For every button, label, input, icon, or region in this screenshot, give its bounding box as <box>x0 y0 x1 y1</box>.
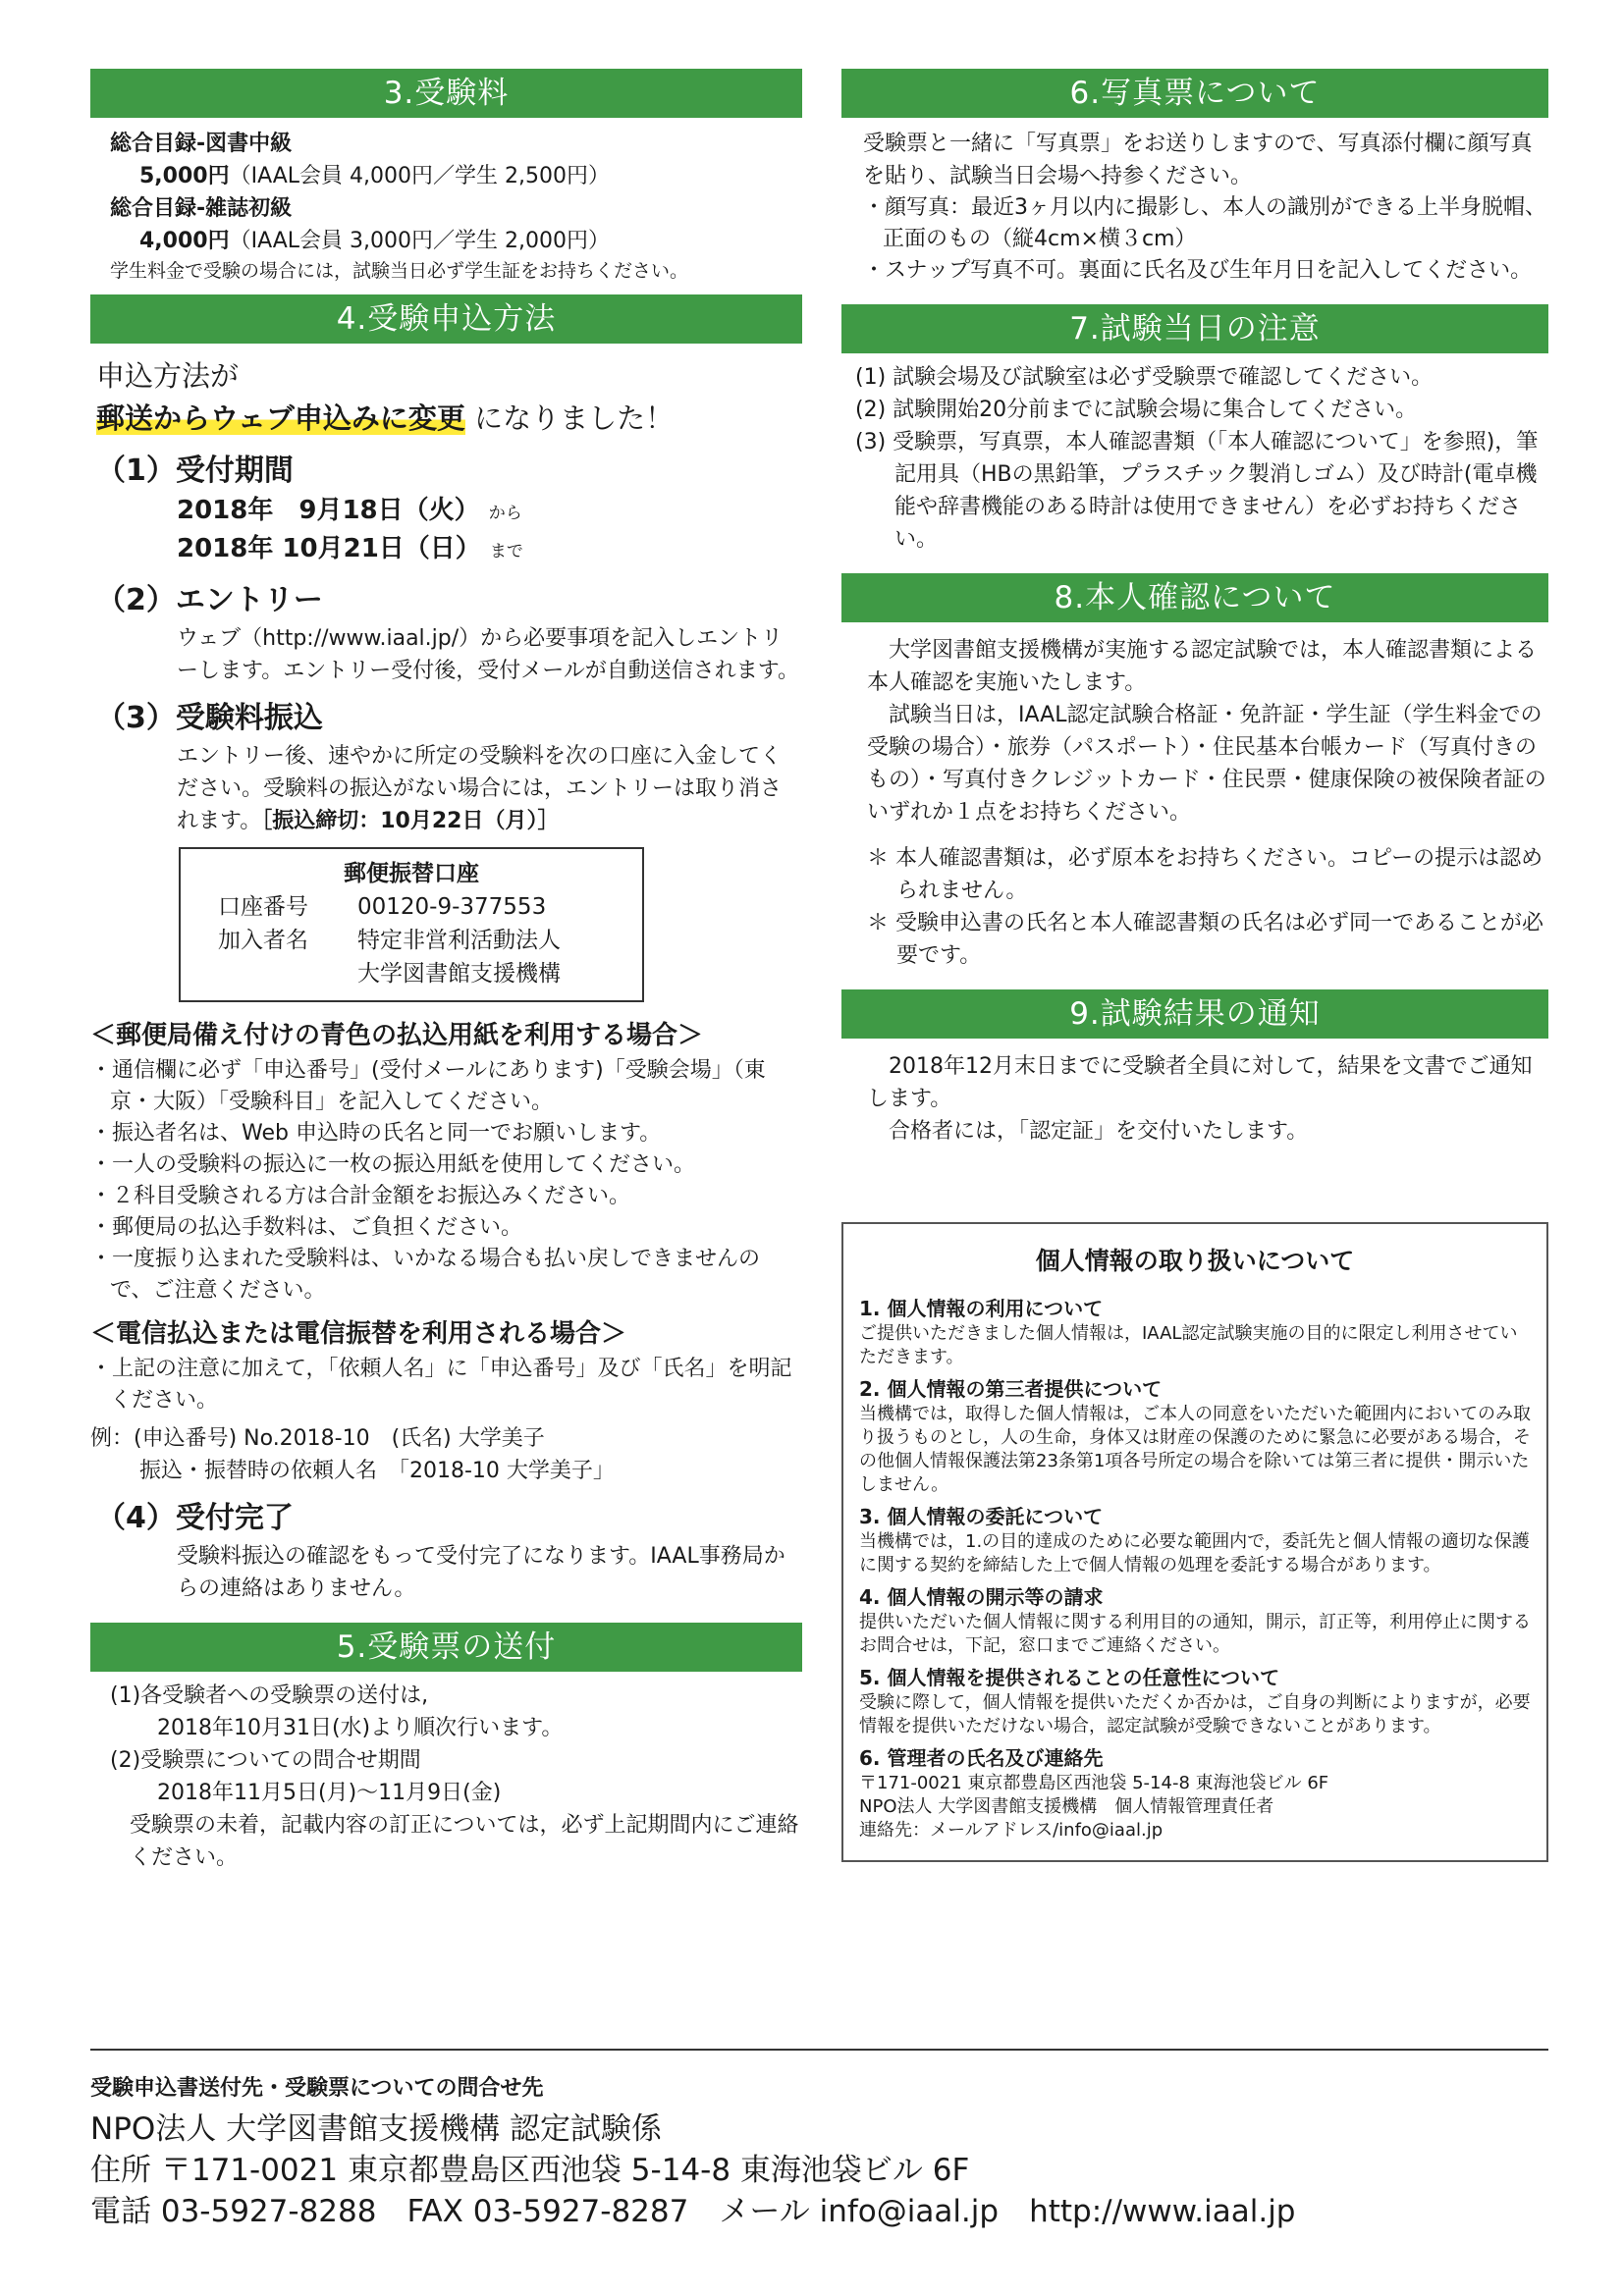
ticket-line1: (1)各受験者への受験票の送付は, <box>110 1683 429 1708</box>
fee-transfer-body: エントリー後、速やかに所定の受験料を次の口座に入金してください。受験料の振込がない場合には，エントリーは取り消されます。 <box>177 744 783 833</box>
privacy-h6: 6. 管理者の氏名及び連絡先 <box>859 1746 1104 1770</box>
identity-note-1: ＊ 本人確認書類は，必ず原本をお持ちください。コピーの提示は認められません。 <box>867 846 1543 903</box>
blue-form-item: ・一度振り込まれた受験料は、いかなる場合も払い戻しできませんので、ご注意ください。 <box>90 1247 761 1303</box>
privacy-t4: 提供いただいた個人情報に関する利用目的の通知，開示，訂正等，利用停止に関するお問合せは，下記，窓口までご連絡ください。 <box>859 1612 1531 1656</box>
identity-section <box>841 634 1548 972</box>
privacy-title: 個人情報の取り扱いについて <box>1035 1247 1355 1275</box>
privacy-h3: 3. 個人情報の委託について <box>859 1505 1104 1528</box>
period-end <box>177 531 802 569</box>
period-start-date: 2018年 9月18日（火） <box>177 496 480 525</box>
period-end-suffix: まで <box>489 542 523 561</box>
privacy-t3: 当機構では，1.の目的達成のために必要な範囲内で，委託先と個人情報の適切な保護に関する契約を締結した上で個人情報の処理を委託する場合があります。 <box>859 1531 1530 1575</box>
reception-complete-heading: （4）受付完了 <box>96 1501 294 1535</box>
blue-form-item: ・２科目受験される方は合計金額をお振込みください。 <box>90 1184 631 1208</box>
period-end-date: 2018年 10月21日（日） <box>177 534 481 563</box>
fee-item1-name: 総合目録-図書中級 <box>110 132 293 156</box>
postal-account-box <box>179 847 644 1002</box>
exam-fee-section <box>90 128 802 285</box>
exam-day-note-3: (3) 受験票，写真票，本人確認書類（「本人確認について」を参照)，筆記用具（HBの黒鉛筆，プラスチック製消しゴム）及び時計(電卓機能や辞書機能のある時計は使用できません）を必ずお持ちください。 <box>855 430 1539 552</box>
ticket-line5: 受験票の未着，記載内容の訂正については，必ず上記期間内にご連絡ください。 <box>130 1813 799 1870</box>
postal-account-holder-label: 加入者名 <box>218 928 308 953</box>
footer-contact <box>90 2069 1548 2232</box>
result-p1: 2018年12月末日までに受験者全員に対して，結果を文書でご通知します。 <box>867 1054 1533 1111</box>
ticket-line4: 2018年11月5日(月)～11月9日(金) <box>157 1781 502 1805</box>
blue-form-item: ・一人の受験料の振込に一枚の振込用紙を使用してください。 <box>90 1152 696 1177</box>
fee-item2-price: 4,000円 <box>139 229 230 253</box>
period-start-suffix: から <box>488 504 522 523</box>
footer-heading: 受験申込書送付先・受験票についての問合せ先 <box>90 2076 544 2101</box>
postal-account-number-row <box>181 890 642 924</box>
postal-account-title: 郵便振替口座 <box>344 861 479 886</box>
footer-org: NPO法人 大学図書館支援機構 認定試験係 <box>90 2111 662 2147</box>
fee-item2-note: （IAAL会員 3,000円／学生 2,000円） <box>229 229 611 253</box>
section-3-header: 3.受験料 <box>90 69 802 118</box>
footer-address: 住所 〒171-0021 東京都豊島区西池袋 5-14-8 東海池袋ビル 6F <box>90 2153 970 2188</box>
result-notice-section <box>841 1050 1548 1148</box>
exam-day-notes-section <box>841 361 1548 556</box>
privacy-contact-address: 〒171-0021 東京都豊島区西池袋 5-14-8 東海池袋ビル 6F <box>859 1773 1329 1793</box>
privacy-contact-org: NPO法人 大学図書館支援機構 個人情報管理責任者 <box>859 1796 1274 1817</box>
reception-period-heading: （1）受付期間 <box>96 454 294 488</box>
result-p2: 合格者には，「認定証」を交付いたします。 <box>889 1119 1309 1144</box>
exam-day-note-2: (2) 試験開始20分前までに試験会場に集合してください。 <box>855 398 1418 422</box>
fee-item2-name: 総合目録-雑誌初級 <box>110 196 293 221</box>
section-8-header: 8.本人確認について <box>841 573 1548 622</box>
section-6-header: 6.写真票について <box>841 69 1548 118</box>
fee-deadline: ［振込締切：10月22日（月）］ <box>261 809 560 833</box>
privacy-h4: 4. 個人情報の開示等の請求 <box>859 1585 1104 1609</box>
privacy-t2: 当機構では，取得した個人情報は，ご本人の同意をいただいた範囲内においてのみ取り扱うものとし，人の生命，身体又は財産の保護のために緊急に必要がある場合，その他個人情報保護法第23条第1項各号所定の場合を除いては第三者に提供・開示いたしません。 <box>859 1404 1531 1495</box>
postal-account-holder-2: 大学図書館支援機構 <box>357 961 561 987</box>
identity-p1: 大学図書館支援機構が実施する認定試験では，本人確認書類による本人確認を実施いたします。 <box>867 638 1538 695</box>
postal-account-holder-1: 特定非営利活動法人 <box>357 928 561 953</box>
telegraph-heading: ＜電信払込または電信振替を利用される場合＞ <box>90 1319 627 1349</box>
example-line1: 例：(申込番号) No.2018-10 (氏名) 大学美子 <box>90 1426 545 1451</box>
student-fee-note: 学生料金で受験の場合には，試験当日必ず学生証をお持ちください。 <box>110 260 689 282</box>
method-change-highlight: 郵送からウェブ申込みに変更 <box>96 401 465 435</box>
blue-form-item: ・郵便局の払込手数料は、ご負担ください。 <box>90 1215 523 1240</box>
admission-ticket-section <box>90 1680 802 1874</box>
fee-item1-price: 5,000円 <box>139 164 230 188</box>
fee-transfer-text <box>177 740 802 837</box>
identity-p2: 試験当日は，IAAL認定試験合格証・免許証・学生証（学生料金での受験の場合）・旅券（パスポート）・住民基本台帳カード（写真付きのもの）・写真付きクレジットカード・住民票・健康保険の被保険者証のいずれか１点をお持ちください。 <box>867 703 1546 825</box>
ticket-line3: (2)受験票についての問合せ期間 <box>110 1748 421 1773</box>
postal-account-holder-row2 <box>181 957 642 990</box>
postal-account-number: 00120-9-377553 <box>357 894 547 920</box>
left-column <box>90 69 802 1874</box>
example-line2: 振込・振替時の依頼人名 「2018-10 大学美子」 <box>139 1459 615 1483</box>
photo-bullet-1: ・顔写真：最近3ヶ月以内に撮影し、本人の識別ができる上半身脱帽、正面のもの（縦4cm×横３cm） <box>863 195 1546 251</box>
right-column <box>841 69 1548 1862</box>
postal-account-number-label: 口座番号 <box>218 894 308 920</box>
privacy-h1: 1. 個人情報の利用について <box>859 1297 1104 1320</box>
section-7-header: 7.試験当日の注意 <box>841 304 1548 353</box>
period-start <box>177 493 802 531</box>
section-5-header: 5.受験票の送付 <box>90 1623 802 1672</box>
method-change-line1: 申込方法が <box>96 359 240 393</box>
blue-form-item: ・振込者名は、Web 申込時の氏名と同一でお願いします。 <box>90 1121 662 1146</box>
photo-form-section <box>841 128 1548 287</box>
privacy-policy-box <box>841 1222 1548 1862</box>
fee-item1-note: （IAAL会員 4,000円／学生 2,500円） <box>229 164 611 188</box>
fee-transfer-heading: （3）受験料振込 <box>96 701 323 735</box>
entry-heading: （2）エントリー <box>96 583 323 617</box>
fee-item2-row <box>139 225 802 257</box>
privacy-t5: 受験に際して，個人情報を提供いただくか否かは，ご自身の判断によりますが，必要情報を提供いただけない場合，認定試験が受験できないことがあります。 <box>859 1692 1531 1736</box>
privacy-t1: ご提供いただきました個人情報は，IAAL認定試験実施の目的に限定し利用させていただきます。 <box>859 1323 1518 1367</box>
application-method-section <box>90 355 802 1605</box>
blue-form-heading: ＜郵便局備え付けの青色の払込用紙を利用する場合＞ <box>90 1021 704 1050</box>
privacy-h2: 2. 個人情報の第三者提供について <box>859 1377 1163 1401</box>
blue-form-item: ・通信欄に必ず「申込番号」(受付メールにあります)「受験会場」（東京・大阪）「受験科目」を記入してください。 <box>90 1058 766 1114</box>
footer-contact-line: 電話 03-5927-8288 FAX 03-5927-8287 メール info@iaal.jp http://www.iaal.jp <box>90 2194 1296 2229</box>
privacy-contact-email: 連絡先：メールアドレス/info@iaal.jp <box>859 1820 1164 1841</box>
method-change-line2 <box>96 397 802 440</box>
section-9-header: 9.試験結果の通知 <box>841 989 1548 1039</box>
telegraph-item: ・上記の注意に加えて，「依頼人名」に「申込番号」及び「氏名」を明記ください。 <box>90 1357 792 1413</box>
ticket-line2: 2018年10月31日(水)より順次行います。 <box>157 1716 564 1740</box>
photo-intro: 受験票と一緒に「写真票」をお送りしますので、写真添付欄に顔写真を貼り、試験当日会場へ持参ください。 <box>863 132 1533 188</box>
identity-note-2: ＊ 受験申込書の氏名と本人確認書類の氏名は必ず同一であることが必要です。 <box>867 911 1543 968</box>
method-change-rest: になりました！ <box>474 401 675 435</box>
postal-account-holder-row <box>181 924 642 957</box>
reception-complete-text: 受験料振込の確認をもって受付完了になります。IAAL事務局からの連絡はありません。 <box>177 1544 785 1601</box>
fee-item1-row <box>139 160 802 192</box>
entry-text: ウェブ（http://www.iaal.jp/）から必要事項を記入しエントリーします。エントリー受付後，受付メールが自動送信されます。 <box>177 626 800 683</box>
privacy-h5: 5. 個人情報を提供されることの任意性について <box>859 1666 1280 1689</box>
photo-bullet-2: ・スナップ写真不可。裏面に氏名及び生年月日を記入してください。 <box>863 258 1533 283</box>
section-4-header: 4.受験申込方法 <box>90 294 802 344</box>
exam-day-note-1: (1) 試験会場及び試験室は必ず受験票で確認してください。 <box>855 365 1434 390</box>
footer-divider <box>90 2049 1548 2051</box>
